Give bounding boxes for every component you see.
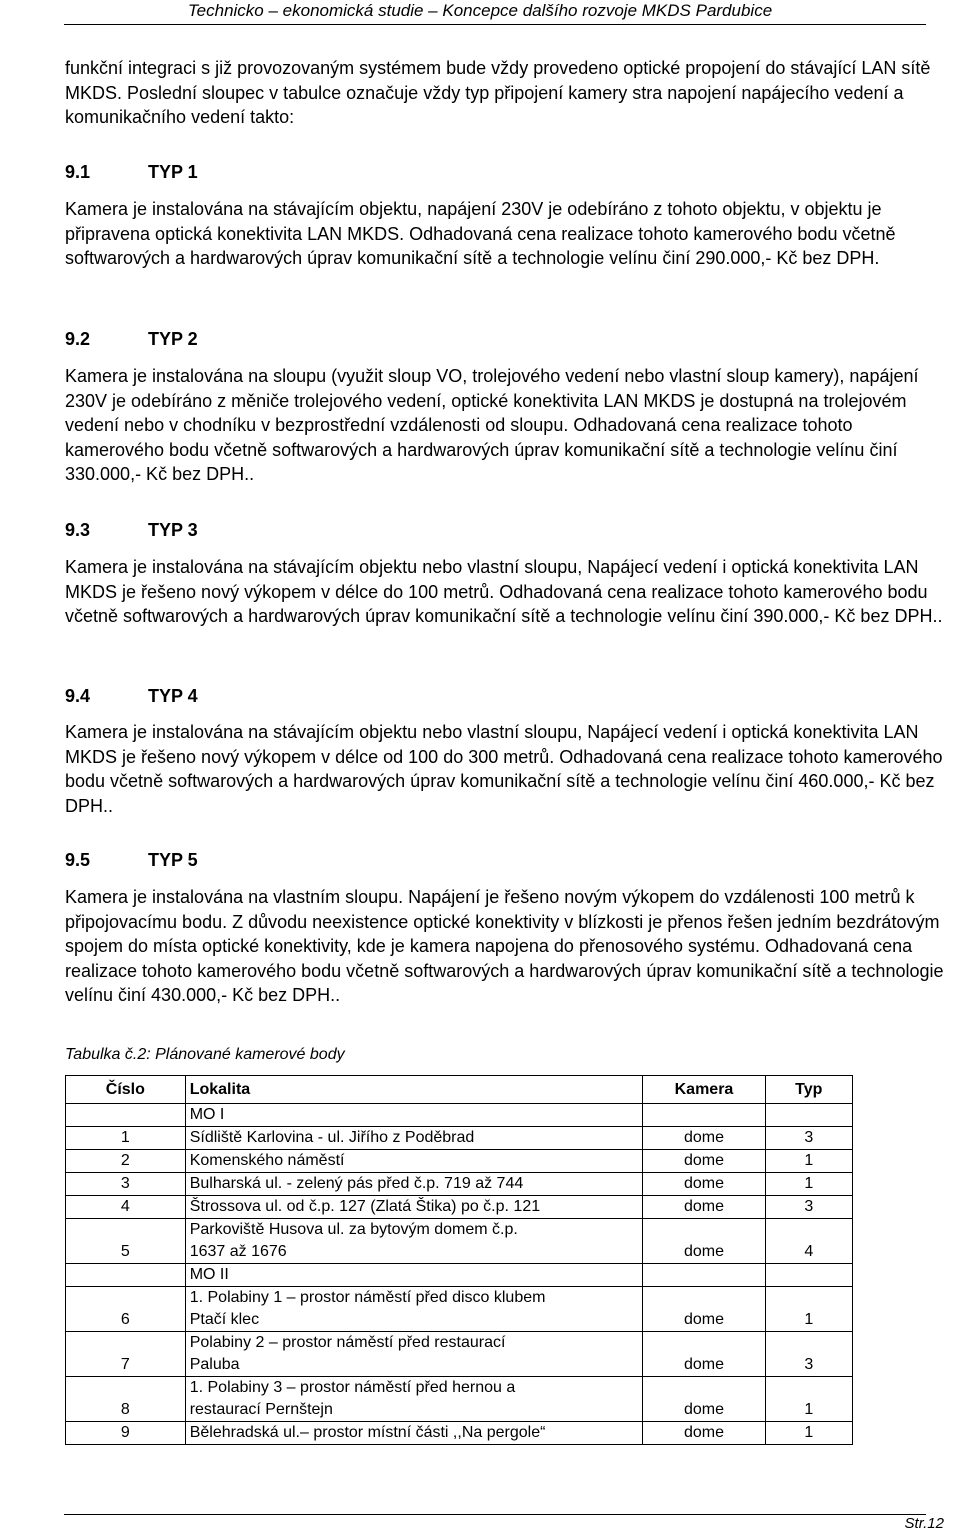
- section-title: TYP 4: [148, 686, 198, 706]
- cell-cislo: 8: [66, 1377, 186, 1422]
- group-empty-cell: [643, 1104, 765, 1127]
- header-rule: [64, 24, 926, 25]
- table-row: [66, 1196, 853, 1219]
- footer-rule: [64, 1514, 926, 1515]
- section-text-9-3: Kamera je instalována na stávajícím objektu nebo vlastní sloupu, Napájecí vedení i optická konektivita LAN MKDS je řešeno nový výkopem v délce do 100 metrů. Odhadovaná cena realizace tohoto kamerového bodu včetně softwarových a hardwarových úprav komunikační sítě a technologie velínu činí 390.000,- Kč bez DPH..: [65, 557, 943, 626]
- cell-kamera: dome: [643, 1219, 765, 1264]
- group-label: MO II: [185, 1264, 643, 1287]
- cell-kamera: dome: [643, 1150, 765, 1173]
- section-title: TYP 5: [148, 850, 198, 870]
- table-group-row: [66, 1104, 853, 1127]
- cell-cislo: 1: [66, 1127, 186, 1150]
- cell-typ: 4: [765, 1219, 852, 1264]
- cell-kamera: dome: [643, 1377, 765, 1422]
- section-heading-9-3: [65, 518, 198, 542]
- group-empty-cell: [66, 1104, 186, 1127]
- section-text-9-1: Kamera je instalována na stávajícím objektu, napájení 230V je odebíráno z tohoto objektu, v objektu je připravena optická konektivita LAN MKDS. Odhadovaná cena realizace tohoto kamerového bodu včetně softwarových a hardwarových úprav komunikační sítě a technologie velínu činí 290.000,- Kč bez DPH.: [65, 199, 896, 268]
- cell-cislo: 4: [66, 1196, 186, 1219]
- cell-cislo: 5: [66, 1219, 186, 1264]
- table-row: [66, 1422, 853, 1445]
- section-heading-9-1: [65, 160, 198, 184]
- page-header: Technicko – ekonomická studie – Koncepce dalšího rozvoje MKDS Pardubice: [187, 1, 773, 20]
- header-lokalita: Lokalita: [185, 1076, 643, 1104]
- section-heading-9-2: [65, 327, 198, 351]
- cell-kamera: dome: [643, 1422, 765, 1445]
- group-label: MO I: [185, 1104, 643, 1127]
- table-row: [66, 1219, 853, 1264]
- section-title: TYP 2: [148, 329, 198, 349]
- section-text-9-2: Kamera je instalována na sloupu (využit sloup VO, trolejového vedení nebo vlastní sloup kamery), napájení 230V je odebíráno z měniče trolejového vedení, optické konektivita LAN MKDS je dostupná na trolejovém vedení nebo v chodníku v bezprostřední vzdálenosti od sloupu. Odhadovaná cena realizace tohoto kamerového bodu včetně softwarových a hardwarových úprav komunikační sítě a technologie velínu činí 330.000,- Kč bez DPH..: [65, 366, 919, 484]
- table-row: [66, 1287, 853, 1332]
- table-row: [66, 1377, 853, 1422]
- group-empty-cell: [643, 1264, 765, 1287]
- header-cislo: Číslo: [66, 1076, 186, 1104]
- cell-typ: 1: [765, 1173, 852, 1196]
- cell-kamera: dome: [643, 1332, 765, 1377]
- header-typ: Typ: [765, 1076, 852, 1104]
- section-number: 9.3: [65, 520, 91, 540]
- cell-lokalita: Bělehradská ul.– prostor místní části ,,Na pergole“: [185, 1422, 643, 1445]
- table-row: [66, 1127, 853, 1150]
- cell-typ: 1: [765, 1150, 852, 1173]
- cell-lokalita: Komenského náměstí: [185, 1150, 643, 1173]
- section-heading-9-4: [65, 684, 198, 708]
- cell-lokalita: Bulharská ul. - zelený pás před č.p. 719 až 744: [185, 1173, 643, 1196]
- cell-lokalita: Sídliště Karlovina - ul. Jiřího z Poděbrad: [185, 1127, 643, 1150]
- cell-typ: 3: [765, 1196, 852, 1219]
- page-number: Str.12: [904, 1515, 944, 1532]
- cell-typ: 1: [765, 1422, 852, 1445]
- table-row: [66, 1173, 853, 1196]
- section-number: 9.4: [65, 686, 91, 706]
- table-header-row: [66, 1076, 853, 1104]
- cell-lokalita: 1. Polabiny 1 – prostor náměstí před disco klubem Ptačí klec: [185, 1287, 643, 1332]
- camera-points-table: [65, 1075, 853, 1445]
- header-kamera: Kamera: [643, 1076, 765, 1104]
- group-empty-cell: [66, 1264, 186, 1287]
- table-row: [66, 1332, 853, 1377]
- cell-kamera: dome: [643, 1287, 765, 1332]
- section-text-9-4: Kamera je instalována na stávajícím objektu nebo vlastní sloupu, Napájecí vedení i optická konektivita LAN MKDS je řešeno nový výkopem v délce od 100 do 300 metrů. Odhadovaná cena realizace tohoto kamerového bodu včetně softwarových a hardwarových úprav komunikační sítě a technologie velínu činí 460.000,- Kč bez DPH..: [65, 722, 943, 816]
- cell-cislo: 3: [66, 1173, 186, 1196]
- cell-typ: 3: [765, 1127, 852, 1150]
- table-caption: Tabulka č.2: Plánované kamerové body: [65, 1046, 345, 1063]
- cell-typ: 1: [765, 1377, 852, 1422]
- cell-lokalita: 1. Polabiny 3 – prostor náměstí před hernou a restaurací Pernštejn: [185, 1377, 643, 1422]
- cell-cislo: 2: [66, 1150, 186, 1173]
- table-row: [66, 1150, 853, 1173]
- group-empty-cell: [765, 1104, 852, 1127]
- intro-paragraph: funkční integraci s již provozovaným systémem bude vždy provedeno optické propojení do stávající LAN sítě MKDS. Poslední sloupec v tabulce označuje vždy typ připojení kamery stra napojení napájecího vedení a komunikačního vedení takto:: [65, 58, 931, 127]
- table-group-row: [66, 1264, 853, 1287]
- cell-kamera: dome: [643, 1127, 765, 1150]
- cell-kamera: dome: [643, 1196, 765, 1219]
- cell-lokalita: Polabiny 2 – prostor náměstí před restaurací Paluba: [185, 1332, 643, 1377]
- cell-cislo: 6: [66, 1287, 186, 1332]
- section-number: 9.5: [65, 850, 91, 870]
- section-title: TYP 3: [148, 520, 198, 540]
- group-empty-cell: [765, 1264, 852, 1287]
- cell-typ: 1: [765, 1287, 852, 1332]
- cell-kamera: dome: [643, 1173, 765, 1196]
- section-number: 9.1: [65, 162, 91, 182]
- cell-lokalita: Parkoviště Husova ul. za bytovým domem č.p. 1637 až 1676: [185, 1219, 643, 1264]
- cell-cislo: 7: [66, 1332, 186, 1377]
- section-title: TYP 1: [148, 162, 198, 182]
- cell-lokalita: Štrossova ul. od č.p. 127 (Zlatá Štika) po č.p. 121: [185, 1196, 643, 1219]
- section-heading-9-5: [65, 848, 198, 872]
- section-number: 9.2: [65, 329, 91, 349]
- cell-typ: 3: [765, 1332, 852, 1377]
- section-text-9-5: Kamera je instalována na vlastním sloupu. Napájení je řešeno novým výkopem do vzdálenosti 100 metrů k připojovacímu bodu. Z důvodu neexistence optické konektivity v blízkosti je přenos řešen jedním bezdrátovým spojem do místa optické konektivity, kde je kamera napojena do přenosového systému. Odhadovaná cena realizace tohoto kamerového bodu včetně softwarových a hardwarových úprav komunikační sítě a technologie velínu činí 430.000,- Kč bez DPH..: [65, 887, 944, 1005]
- cell-cislo: 9: [66, 1422, 186, 1445]
